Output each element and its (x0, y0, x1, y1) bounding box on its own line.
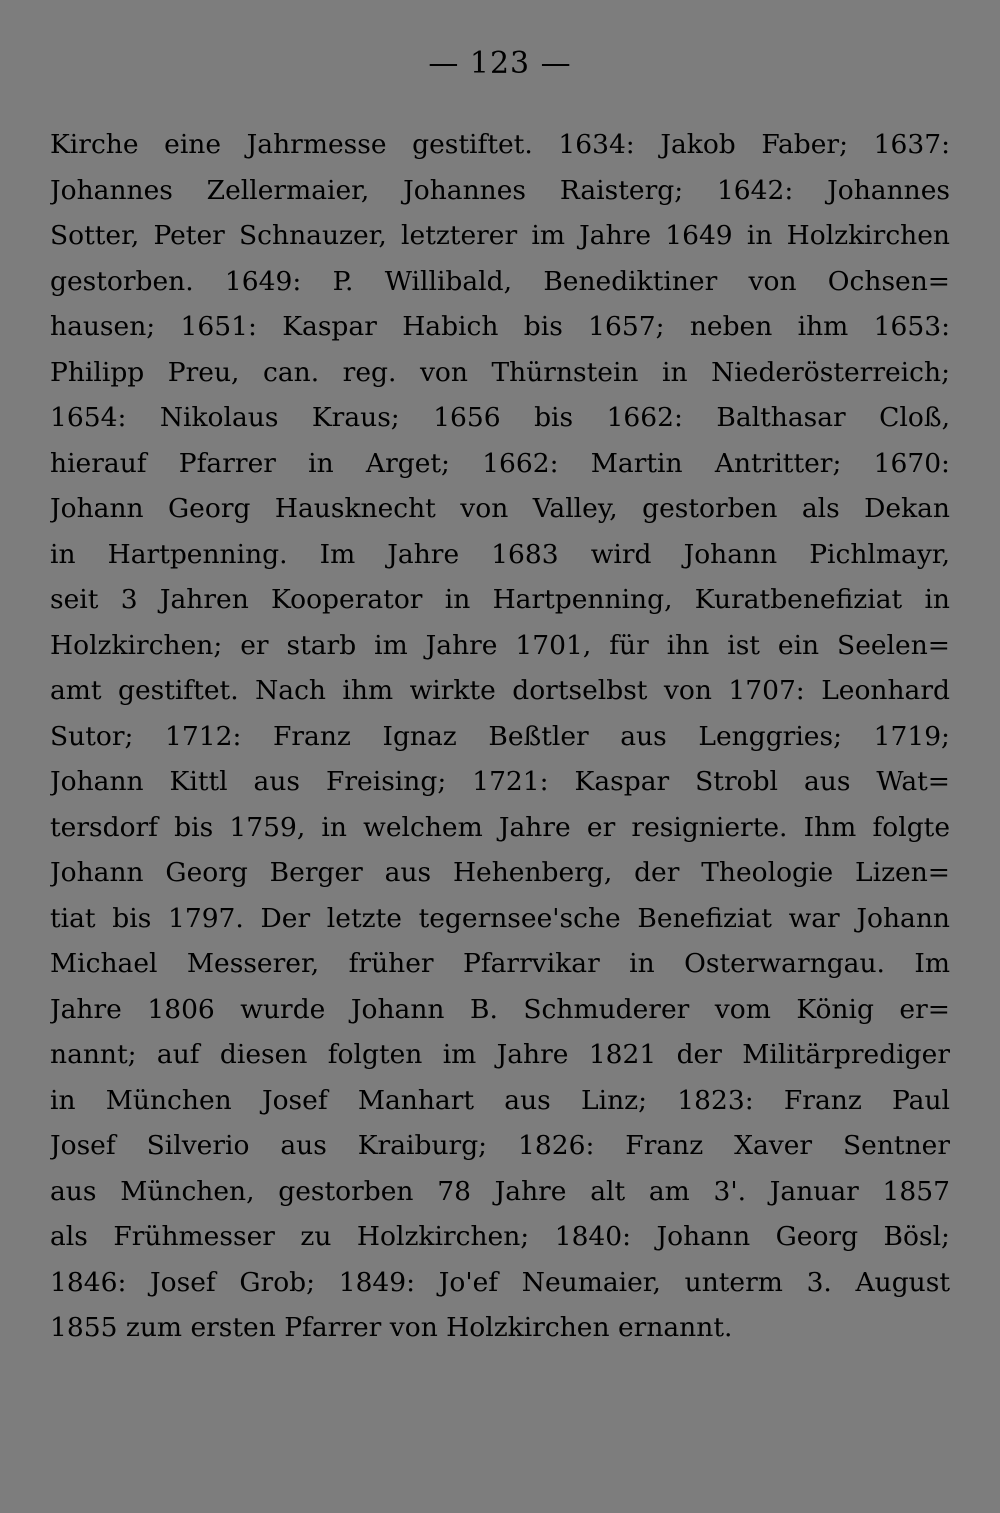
text-line: Holzkirchen; er starb im Jahre 1701, für ihn ist ein Seelen= (50, 629, 950, 661)
text-line: hierauf Pfarrer in Arget; 1662: Martin Antritter; 1670: (50, 447, 950, 479)
text-line: 1846: Josef Grob; 1849: Jo'ef Neumaier, unterm 3. August (50, 1266, 950, 1298)
text-line: tiat bis 1797. Der letzte tegernsee'sche Benefiziat war Johann (50, 902, 950, 934)
text-line: tersdorf bis 1759, in welchem Jahre er resignierte. Ihm folgte (50, 811, 950, 843)
page-number: — 123 — (428, 46, 572, 81)
text-line: seit 3 Jahren Kooperator in Hartpenning, Kuratbenefiziat in (50, 584, 950, 615)
text-line: aus München, gestorben 78 Jahre alt am 3'. Januar 1857 (50, 1175, 950, 1207)
text-line: Johann Kittl aus Freising; 1721: Kaspar Strobl aus Wat= (50, 766, 950, 797)
text-line: Johann Georg Hausknecht von Valley, gestorben als Dekan (50, 493, 950, 524)
text-line: nannt; auf diesen folgten im Jahre 1821 der Militärprediger (50, 1039, 950, 1070)
text-line: Michael Messerer, früher Pfarrvikar in Osterwarngau. Im (50, 948, 950, 979)
text-line: als Frühmesser zu Holzkirchen; 1840: Johann Georg Bösl; (50, 1221, 950, 1252)
body-text (50, 122, 950, 1351)
text-line: Josef Silverio aus Kraiburg; 1826: Franz Xaver Sentner (50, 1130, 950, 1161)
text-line: in München Josef Manhart aus Linz; 1823: Franz Paul (50, 1084, 950, 1116)
text-line: gestorben. 1649: P. Willibald, Benediktiner von Ochsen= (50, 265, 950, 297)
text-line: amt gestiftet. Nach ihm wirkte dortselbst von 1707: Leonhard (50, 675, 950, 706)
text-line: Philipp Preu, can. reg. von Thürnstein in Niederösterreich; (50, 356, 950, 388)
text-line: Sutor; 1712: Franz Ignaz Beßtler aus Lenggries; 1719; (50, 720, 950, 752)
text-line: Sotter, Peter Schnauzer, letzterer im Jahre 1649 in Holzkirchen (50, 220, 950, 251)
text-line: in Hartpenning. Im Jahre 1683 wird Johann Pichlmayr, (50, 538, 950, 570)
text-line: Johannes Zellermaier, Johannes Raisterg; 1642: Johannes (50, 174, 950, 206)
text-line: hausen; 1651: Kaspar Habich bis 1657; neben ihm 1653: (50, 311, 950, 342)
text-line: 1855 zum ersten Pfarrer von Holzkirchen ernannt. (50, 1312, 733, 1343)
text-line: 1654: Nikolaus Kraus; 1656 bis 1662: Balthasar Cloß, (50, 402, 950, 433)
text-line: Kirche eine Jahrmesse gestiftet. 1634: Jakob Faber; 1637: (50, 129, 950, 160)
text-line: Johann Georg Berger aus Hehenberg, der Theologie Lizen= (50, 857, 950, 888)
text-line: Jahre 1806 wurde Johann B. Schmuderer vom König er= (50, 993, 950, 1025)
